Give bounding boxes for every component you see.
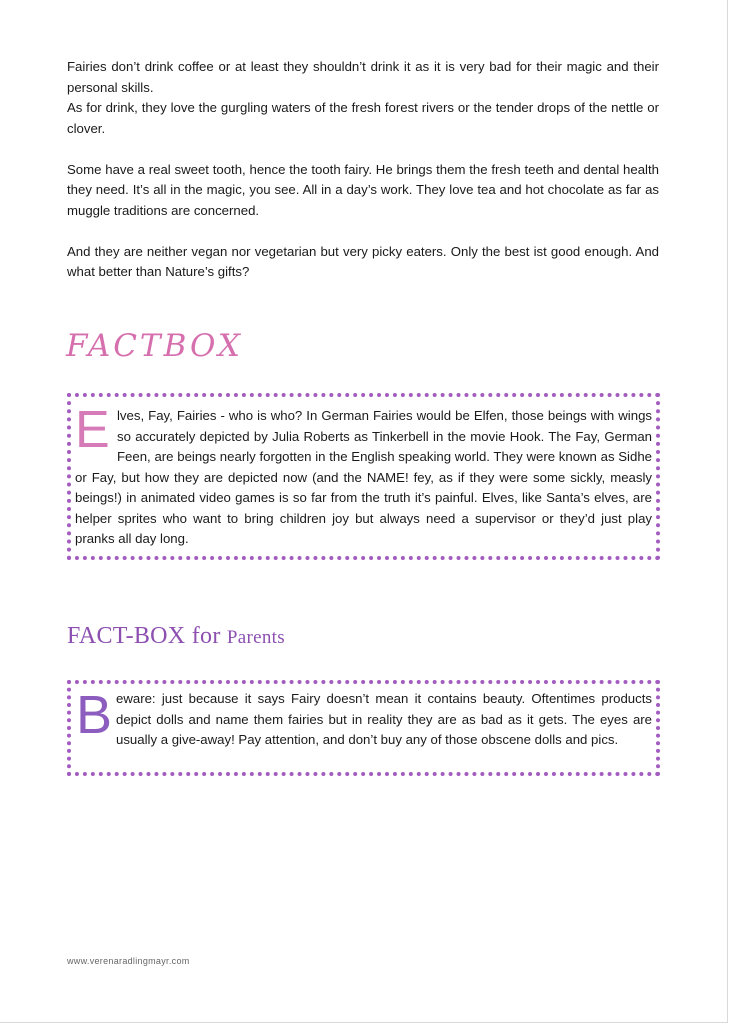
factbox-frame <box>67 393 660 560</box>
factbox-dropcap: E <box>75 401 110 459</box>
intro-text <box>67 57 659 283</box>
intro-paragraph-2: Some have a real sweet tooth, hence the tooth fairy. He brings them the fresh teeth and dental health they need. It’s all in the magic, you see. All in a day’s work. They love tea and hot chocolate as far as muggle traditions are concerned. <box>67 161 659 218</box>
parents-dropcap: B <box>76 685 113 745</box>
footer-url: www.verenaradlingmayr.com <box>67 956 190 966</box>
parents-box-text: eware: just because it says Fairy doesn’t mean it contains beauty. Oftentimes products depict dolls and name them fairies but in reality they are as bad as it gets. The eyes are usually a give-away! Pay attention, and don’t buy any of those obscene dolls and pics. <box>116 691 652 747</box>
factbox-heading: FACTBOX <box>66 328 243 364</box>
intro-paragraph-1a: Fairies don’t drink coffee or at least they shouldn’t drink it as it is very bad for their magic and their personal skills. <box>67 59 659 95</box>
intro-paragraph-3: And they are neither vegan nor vegetarian but very picky eaters. Only the best ist good enough. And what better than Nature’s gifts? <box>67 243 659 279</box>
parents-heading: FACT-BOX for Parents <box>67 623 285 649</box>
parents-box-frame <box>67 680 660 776</box>
intro-paragraph-1b: As for drink, they love the gurgling waters of the fresh forest rivers or the tender drops of the nettle or clover. <box>67 100 659 136</box>
factbox-text: lves, Fay, Fairies - who is who? In German Fairies would be Elfen, those beings with wings so accurately depicted by Julia Roberts as Tinkerbell in the movie Hook. The Fay, German Feen, are beings nearly forgotten in the English speaking world. They were known as Sidhe or Fay, but how they are depicted now (and the NAME! fey, as if they were some sickly, measly beings!) in animated video games is so far from the truth it’s painful. Elves, like Santa’s elves, are helper sprites who want to bring children joy but always need a supervisor or they’d just play pranks all day long. <box>75 408 652 546</box>
